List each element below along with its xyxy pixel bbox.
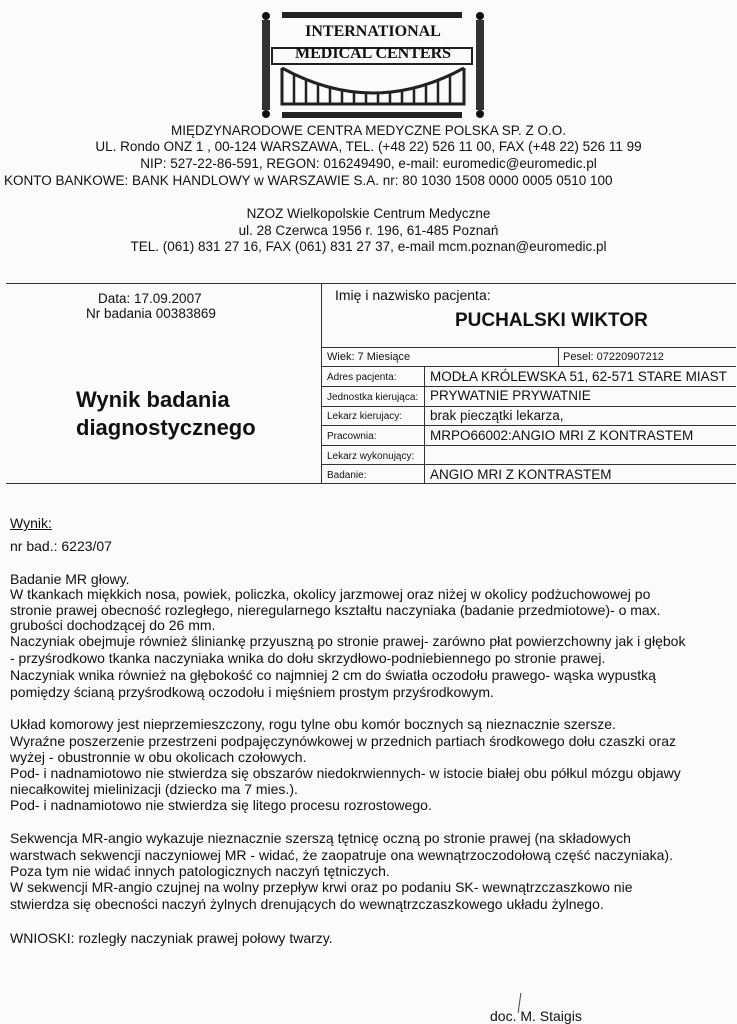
table-line-6 xyxy=(321,464,736,465)
logo-text-line1: INTERNATIONAL xyxy=(305,23,441,40)
company-bank: KONTO BANKOWE: BANK HANDLOWY w WARSZAWIE S.A. nr: 80 1030 1508 0000 0005 0510 100 xyxy=(4,173,613,188)
result-number: nr bad.: 6223/07 xyxy=(10,538,112,554)
report-title xyxy=(76,386,256,442)
table-line-2 xyxy=(321,386,736,387)
table-line-4 xyxy=(321,425,736,426)
age-pesel-divider xyxy=(558,347,559,366)
result-line: Naczyniak wnika również na głębokość co najmniej 2 cm do światła oczodołu prawego- wąska wypustką xyxy=(10,667,656,683)
patient-age: Wiek: 7 Miesiące xyxy=(327,351,411,363)
result-line: W sekwencji MR-angio czujnej na wolny przepływ krwi oraz po podaniu SK- wewnątrzczaszkowo nie xyxy=(10,879,633,895)
report-title-line1: Wynik badania xyxy=(76,387,230,412)
result-line: Sekwencja MR-angio wykazuje nieznacznie szerszą tętnicę oczną po stronie prawej (na składowych xyxy=(10,830,631,846)
logo-graphic xyxy=(258,8,488,128)
international-medical-centers-logo xyxy=(258,8,488,128)
result-line: Badanie MR głowy. xyxy=(10,571,130,587)
row-label-lab: Pracownia: xyxy=(327,431,377,442)
result-line: grubości dochodzącej do 26 mm. xyxy=(10,617,216,633)
frame-vertical-divider xyxy=(321,283,322,483)
result-line: wyżej - obustronnie w obu okolicach czołowych. xyxy=(10,749,307,765)
row-label-referring-doctor: Lekarz kierujacy: xyxy=(327,411,403,422)
company-name: MIĘDZYNARODOWE CENTRA MEDYCZNE POLSKA SP. Z O.O. xyxy=(170,123,567,138)
row-value-referring-doctor: brak pieczątki lekarza, xyxy=(430,408,564,423)
frame-top-line xyxy=(6,283,736,284)
logo-text-line2: MEDICAL CENTERS xyxy=(294,45,452,62)
result-line: Naczyniak obejmuje również śliniankę przyuszną po stronie prawej- zarówno płat powierzchowny jak i głębok xyxy=(10,633,686,649)
patient-label: Imię i nazwisko pacjenta: xyxy=(335,287,491,303)
exam-number: Nr badania 00383869 xyxy=(86,306,216,321)
facility-name: NZOZ Wielkopolskie Centrum Medyczne xyxy=(246,206,491,221)
company-nip: NIP: 527-22-86-591, REGON: 016249490, e-mail: euromedic@euromedic.pl xyxy=(140,156,597,171)
row-label-address: Adres pacjenta: xyxy=(327,372,397,383)
conclusions: WNIOSKI: rozległy naczyniak prawej połowy twarzy. xyxy=(10,930,333,946)
table-line-5 xyxy=(321,445,736,446)
result-line: Układ komorowy jest nieprzemieszczony, rogu tylne obu komór bocznych są nieznacznie szersze. xyxy=(10,716,616,732)
row-value-address: MODŁA KRÓLEWSKA 51, 62-571 STARE MIAST xyxy=(430,369,727,384)
frame-bottom-line xyxy=(6,483,736,484)
result-line: Pod- i nadnamiotowo nie stwierdza się litego procesu rozrostowego. xyxy=(10,797,432,813)
patient-pesel: Pesel: 07220907212 xyxy=(563,351,664,363)
row-label-referring-unit: Jednostka kierująca: xyxy=(327,392,419,403)
patient-name: PUCHALSKI WIKTOR xyxy=(455,310,648,331)
result-heading: Wynik: xyxy=(10,515,52,531)
result-line: niecałkowitej mielinizacji (dziecko ma 7 mies.). xyxy=(10,781,298,797)
facility-address: ul. 28 Czerwca 1956 r. 196, 61-485 Poznań xyxy=(238,223,499,238)
result-line: stronie prawej obecność rozległego, nieregularnego kształtu naczyniaka (badanie przedmiotowe)- o max. xyxy=(10,602,661,618)
result-line: Poza tym nie widać innych patologicznych naczyń tętniczych. xyxy=(10,863,390,879)
result-line: pomiędzy ścianą przyśrodkową oczodołu i mięśniem prostym przyśrodkowym. xyxy=(10,684,494,700)
table-line-0 xyxy=(321,347,736,348)
doctor-signature: doc. M. Staigis xyxy=(490,1008,582,1024)
table-line-1 xyxy=(321,366,736,367)
company-address: UL. Rondo ONZ 1 , 00-124 WARSZAWA, TEL. (+48 22) 526 11 00, FAX (+48 22) 526 11 99 xyxy=(95,139,642,154)
result-line: Wyraźne poszerzenie przestrzeni podpajęczynówkowej w przednich partiach środkowego dołu czaszki oraz xyxy=(10,733,676,749)
result-line: stwierdza się obecności naczyń żylnych drenujących do wewnątrzczaszkowego układu żylnego. xyxy=(10,896,604,912)
table-line-3 xyxy=(321,406,736,407)
row-label-exam: Badanie: xyxy=(327,470,367,481)
result-line: W tkankach miękkich nosa, powiek, policzka, okolicy jarzmowej oraz niżej w okolicy podżuchowowej po xyxy=(10,586,651,602)
result-line: Pod- i nadnamiotowo nie stwierdza się obszarów niedokrwiennych- w istocie białej obu półkul mózgu objawy xyxy=(10,765,681,781)
row-value-exam: ANGIO MRI Z KONTRASTEM xyxy=(430,467,612,482)
report-title-line2: diagnostycznego xyxy=(76,415,256,440)
exam-date: Data: 17.09.2007 xyxy=(98,291,202,306)
row-label-performing-doctor: Lekarz wykonujący: xyxy=(327,451,415,462)
row-value-referring-unit: PRYWATNIE PRYWATNIE xyxy=(430,388,591,403)
result-line: warstwach sekwencji naczyniowej MR - widać, że zaopatruje ona wewnątrzoczodołową część naczyniaka). xyxy=(10,847,673,863)
row-value-lab: MRPO66002:ANGIO MRI Z KONTRASTEM xyxy=(430,428,694,443)
result-line: - przyśrodkowo tkanka naczyniaka wnika do dołu skrzydłowo-podniebiennego po stronie prawej. xyxy=(10,650,606,666)
facility-contact: TEL. (061) 831 27 16, FAX (061) 831 27 37, e-mail mcm.poznan@euromedic.pl xyxy=(130,239,607,254)
